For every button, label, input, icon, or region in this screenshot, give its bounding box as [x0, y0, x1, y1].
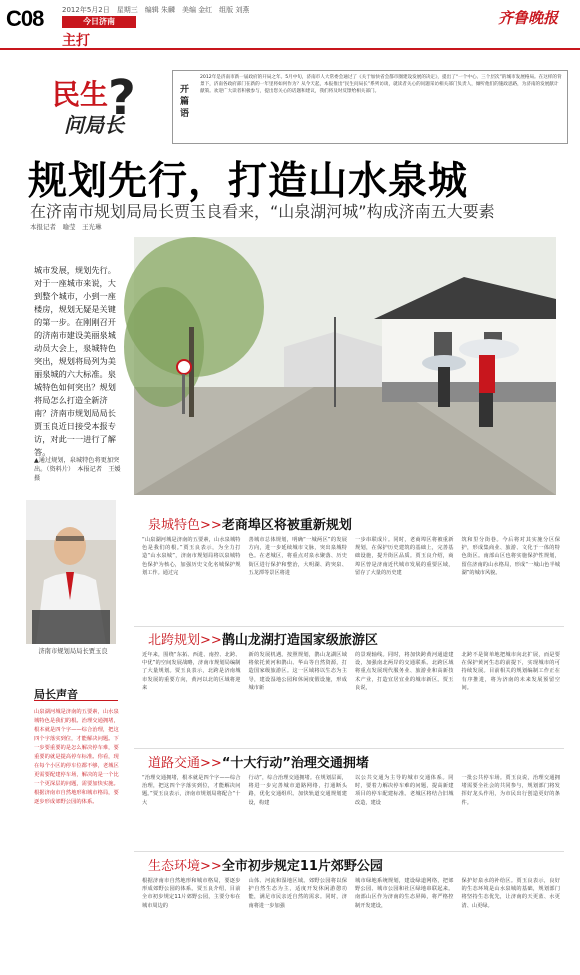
section-topic: 道路交通 [148, 756, 201, 771]
section-body [142, 774, 560, 848]
section-divider [134, 748, 564, 749]
section-heading: 生态环境>>全市初步规定11片郊野公园 [148, 859, 383, 874]
page-number: C08 [6, 6, 44, 31]
section-text-column: 行动”，综合治理交通拥堵。在规划层面，将进一步完善城市道路网络，打通断头路，优化交通组织。加快轨道交通规划建设，构建 [248, 775, 347, 806]
logo-line1: 民生 [52, 78, 109, 111]
section-text-column: 善城市总体规划，明确“一城两区”的发展方向，进一步延续城市文脉，突出泉城特色。在老城区，将重点对泉水聚落、历史街区进行保护和整治，大明湖、趵突泉、五龙潭等景区将进 [248, 537, 347, 576]
section-text-column: 一批公共停车场。贾玉良说，治理交通拥堵需要全社会的共同参与，规划部门将发挥好龙头作用，为市民出行创造更好的条件。 [461, 775, 560, 806]
photo-caption: ▲通过规划，泉城特色将更加突出。（资料片） 本报记者 王媛 摄 [34, 457, 127, 482]
headline: 规划先行，打造山水泉城 [28, 159, 469, 204]
column-logo [46, 70, 158, 142]
column-title: 局长声音 [34, 688, 78, 701]
section-divider [134, 851, 564, 852]
column-divider [34, 700, 118, 701]
preface-label: 开篇语 [180, 85, 190, 119]
subheadline: 在济南市规划局局长贾玉良看来，“山泉湖河城”构成济南五大要素 [30, 202, 495, 221]
section-text-column: 的景观轴线。同时，将加快跨黄河通道建设，加强南北两岸的交通联系。北跨区域将重点发展现代服务业、旅游业和高新技术产业，打造宜居宜业的城市新区。贾玉良说， [355, 652, 454, 691]
street-photo [134, 237, 556, 495]
section-text: “山泉湖河城是济南的五要素，山水泉城特色是我们的根。”贾玉良表示，为全力打造“山水泉城”，济南市规划局将以泉城特色保护为核心，加强历史文化名城保护规划工作。通过完 [142, 537, 241, 576]
issue-meta: 2012年5月2日 星期三 编辑 朱麟 美编 金红 组版 刘燕 [62, 6, 250, 14]
section-text-column: 山体、河流和湿地区域。郊野公园将以保护自然生态为主，适度开发休闲游憩功能，满足市民亲近自然的需求。同时，济南将进一步加强 [248, 878, 347, 909]
section-title: “十大行动”治理交通拥堵 [221, 756, 369, 771]
section-body [142, 651, 560, 743]
section-text-column: 北跨不是简单地把城市向北扩展，而是要在保护黄河生态的前提下，实现城市的可持续发展。目前相关的规划编制工作正在有序推进，将为济南的未来发展预留空间。 [461, 652, 560, 691]
section-divider [134, 626, 564, 627]
section-text: 近年来，围绕“东拓、西进、南控、北跨、中优”的空间发展战略，济南市规划局编制了大量规划。贾玉良表示，北跨是济南城市发展的重要方向，黄河以北的区域将迎来 [142, 652, 241, 691]
byline: 本报记者 喻莹 王光琳 [30, 223, 102, 231]
section-text-column: 筑和里分街巷。今后将对其实施分区保护，形成集商业、旅游、文化于一体的特色街区。南部山区也将实施保护性规划，留住济南的山水格局，形成“一城山色半城湖”的城市风貌。 [461, 537, 560, 576]
preface-text: 2012年是济南市新一届政府的开局之年。5月中旬，济南市人大常委会通过了《关于加快省会都市圈建设发展的决定》，提出了“一个中心、三个层次”的城市发展格局。在这样的背景下，济南各政府部门在新的一年里将如何作为？从今天起，本报推出“民生问局长”系列访谈，就读者关心的问题采访相关部门负责人，倾听他们的施政思路，为济南的发展献计献策。欢迎广大读者积极参与，提出您关心的话题和建议，我们将及时反馈给相关部门。 [200, 75, 562, 95]
section-title: 鹊山龙湖打造国家级旅游区 [221, 633, 378, 648]
section-box: 今日济南 [62, 16, 136, 28]
newspaper-brand: 齐鲁晚报 [498, 9, 559, 27]
section-title: 老商埠区将被重新规划 [221, 518, 352, 533]
section-topic: 北跨规划 [148, 633, 201, 648]
portrait-caption: 济南市规划局局长贾玉良 [38, 648, 108, 655]
section-text-column: 一步串联成片。同时，老商埠区将被重新规划，在保护历史建筑的基础上，完善基础设施，提升街区品质。贾玉良介绍，商埠区曾是济南近代城市发展的重要区域，留存了大量的历史建 [355, 537, 454, 576]
lead-paragraph: 城市发展，规划先行。对于一座城市来说，大到整个城市，小到一座楼房，规划无疑是关键的第一步。在刚刚召开的济南市建设美丽泉城动员大会上，泉城特色突出，规划将局列为美丽泉城的六大标准。泉城特色如何突出？规划将局怎么打造全新济南？济南市规划局局长贾玉良近日接受本报专访，对此一一进行了解答。 [34, 265, 116, 457]
section-topic: 生态环境 [148, 859, 201, 874]
section-text-column: 以公共交通为主导的城市交通体系。同时，要着力解决停车难的问题，提高新建项目的停车配建标准。老城区将结合旧城改造，建设 [355, 775, 454, 806]
section-heading: 泉城特色>>老商埠区将被重新规划 [148, 518, 352, 533]
section-body [142, 536, 560, 626]
section-text-column: 新的发展机遇。按照规划，鹊山龙湖区域将依托黄河和鹊山、华山等自然资源，打造国家级旅游区。这一区域将以生态为主导，建设湿地公园和休闲度假设施，形成城市新 [248, 652, 347, 691]
portrait-photo [26, 500, 116, 644]
section-heading: 北跨规划>>鹊山龙湖打造国家级旅游区 [148, 633, 378, 648]
column-text: 山泉湖河城是济南的五要素，山水泉城特色是我们的根。治理交通拥堵，根本就是四个字——综合治理，把这四个字落实到位，才能解决问题。下一步要重要的是怎么解决停车难，要重要的就是提高停车标准。你看，现在每个小区的停车位都不够，老城区更需要配建停车场，解决的是一个比一个更深层的问题，需要加快实施。根据济南市自然地形和城市格局，要逐步形成郊野公园的体系。 [34, 709, 119, 805]
section-text-column: 保护好泉水的补给区。贾玉良表示，良好的生态环境是山水泉城的基础，规划部门将坚持生态优先，让济南的天更蓝、水更清、山更绿。 [461, 878, 560, 909]
section-text: 根据济南市自然地形和城市格局，要逐步形成郊野公园的体系。贾玉良介绍，目前全市初步规定11片郊野公园，主要分布在城市周边的 [142, 878, 241, 909]
logo-line2: 问局长 [64, 113, 124, 137]
section-text: “治理交通拥堵，根本就是四个字——综合治理，把这四个字落实到位，才能解决问题。”贾玉良表示，济南市规划局将配合“十大 [142, 775, 241, 806]
section-topic: 泉城特色 [148, 518, 201, 533]
section-heading: 道路交通>>“十大行动”治理交通拥堵 [148, 756, 369, 771]
section-name: 主打 [62, 33, 90, 49]
section-body [142, 877, 560, 967]
section-text-column: 城市绿地系统规划，建设绿道网络，把郊野公园、城市公园和社区绿地串联起来。南部山区作为济南的生态屏障，将严格控制开发建设， [355, 878, 454, 909]
logo-mark: ? [108, 70, 136, 126]
section-title: 全市初步规定11片郊野公园 [221, 859, 383, 874]
